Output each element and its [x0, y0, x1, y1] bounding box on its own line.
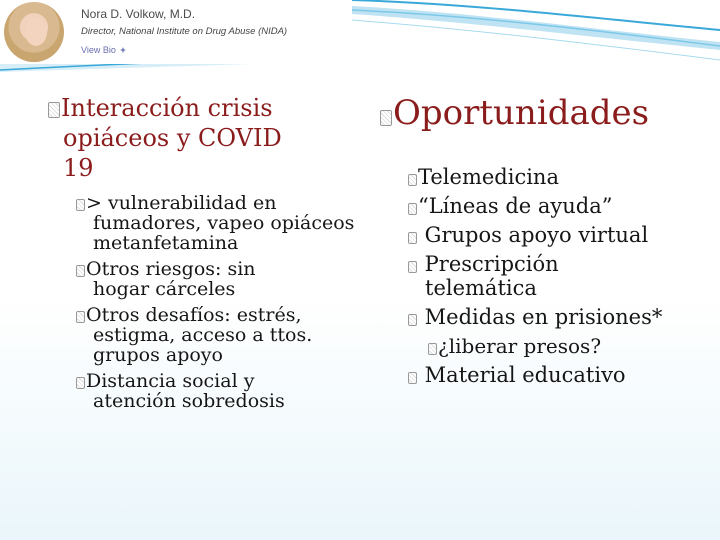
missing-glyph-icon [408, 372, 417, 384]
right-bullet-list [408, 165, 708, 392]
missing-glyph-icon [76, 199, 85, 211]
list-item-text: Prescripción [418, 252, 559, 276]
profile-title: Director, National Institute on Drug Abuse (NIDA) [81, 26, 288, 37]
list-item [76, 371, 366, 411]
list-item-text: “Líneas de ayuda” [418, 194, 613, 218]
list-item-continuation: hogar cárceles [93, 278, 236, 300]
list-item [408, 252, 708, 300]
profile-name: Nora D. Volkow, M.D. [81, 7, 196, 21]
left-bullet-list [76, 193, 366, 417]
plus-icon: + [120, 45, 126, 55]
list-item [408, 363, 708, 387]
avatar [4, 2, 64, 62]
missing-glyph-icon [380, 110, 392, 126]
missing-glyph-icon [408, 314, 417, 326]
left-heading [48, 93, 348, 183]
list-item-text: Medidas en prisiones* [418, 305, 663, 329]
missing-glyph-icon [48, 102, 60, 118]
right-heading-text: Oportunidades [393, 93, 650, 133]
missing-glyph-icon [408, 232, 417, 244]
right-heading [380, 94, 649, 132]
list-item-text: Otros riesgos: sin [86, 258, 256, 280]
missing-glyph-icon [408, 174, 417, 186]
list-item-continuation: atención sobredosis [93, 390, 285, 412]
list-item [408, 165, 708, 189]
list-item-text: > vulnerabilidad en [86, 192, 277, 214]
list-item-text: Material educativo [418, 363, 626, 387]
list-item [408, 194, 708, 218]
left-heading-line2: opiáceos y COVID [63, 124, 282, 152]
left-heading-line3: 19 [63, 154, 94, 182]
list-item-text: ¿liberar presos? [438, 334, 602, 358]
list-item-text: Grupos apoyo virtual [418, 223, 649, 247]
list-item-text: Telemedicina [418, 165, 559, 189]
list-item-text: Distancia social y [86, 370, 255, 392]
missing-glyph-icon [76, 265, 85, 277]
avatar-face [25, 18, 47, 46]
sub-list-item [408, 334, 708, 358]
list-item-continuation: estigma, acceso a ttos. grupos apoyo [93, 324, 313, 366]
view-bio-link[interactable] [81, 45, 126, 55]
missing-glyph-icon [76, 311, 85, 323]
missing-glyph-icon [428, 343, 437, 355]
missing-glyph-icon [408, 261, 417, 273]
list-item [76, 305, 366, 365]
list-item [76, 193, 366, 253]
list-item [76, 259, 366, 299]
missing-glyph-icon [408, 203, 417, 215]
list-item [408, 305, 708, 329]
left-heading-line1: Interacción crisis [61, 94, 273, 122]
missing-glyph-icon [76, 377, 85, 389]
list-item-continuation: fumadores, vapeo opiáceos metanfetamina [93, 212, 355, 254]
list-item [408, 223, 708, 247]
list-item-text: Otros desafíos: estrés, [86, 304, 302, 326]
profile-card [0, 0, 352, 64]
view-bio-label: View Bio [81, 45, 116, 55]
list-item-continuation: telemática [425, 276, 537, 300]
